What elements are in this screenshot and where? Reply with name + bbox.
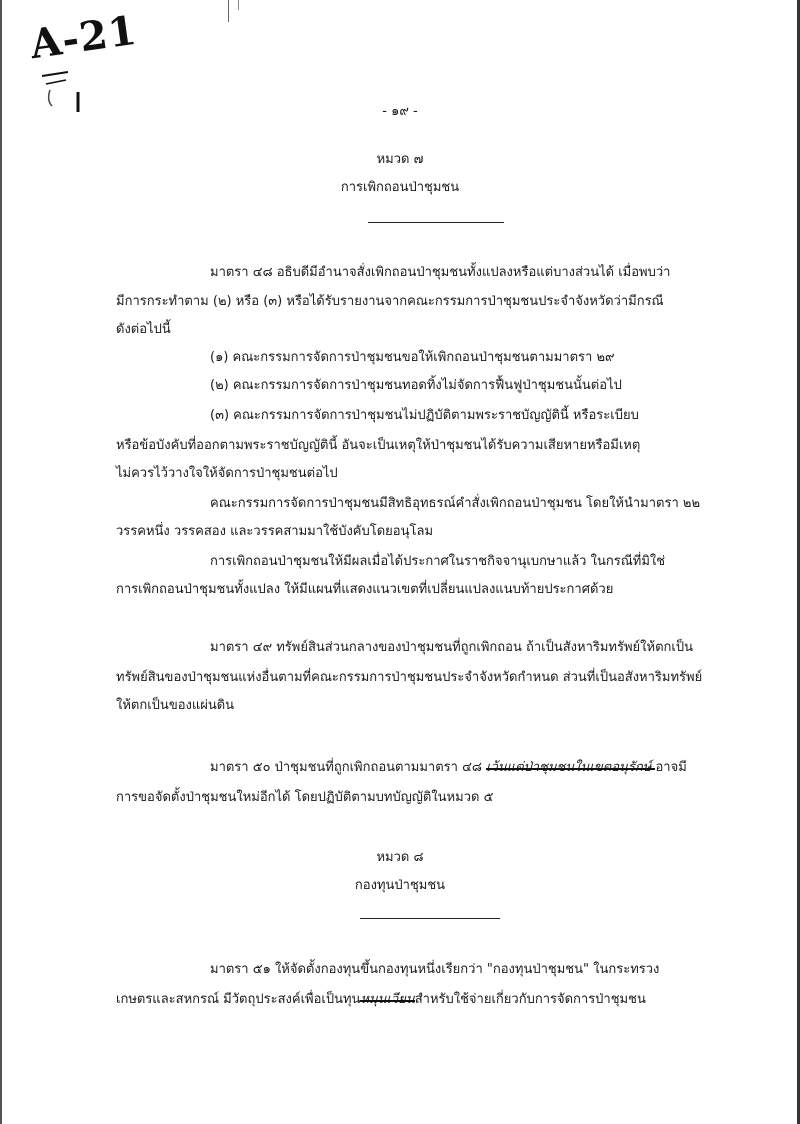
section-49-line: มาตรา ๔๙ ทรัพย์สินส่วนกลางของป่าชุมชนที่ถูกเพิกถอน ถ้าเป็นสังหาริมทรัพย์ให้ตกเป็น: [210, 640, 693, 655]
chapter-divider: [360, 918, 500, 919]
section-50-line: การขอจัดตั้งป่าชุมชนใหม่อีกได้ โดยปฏิบัติตามบทบัญญัติในหมวด ๕: [116, 790, 494, 805]
section-50-line: [210, 760, 687, 776]
strikethrough-line: [360, 1000, 414, 1002]
struck-text: [486, 760, 655, 775]
section-50-text: อาจมี: [655, 760, 687, 775]
chapter-divider: [368, 222, 504, 223]
section-48-paragraph: วรรคหนึ่ง วรรคสอง และวรรคสามมาใช้บังคับโดยอนุโลม: [116, 524, 434, 539]
section-48-item: (๓) คณะกรรมการจัดการป่าชุมชนไม่ปฏิบัติตามพระราชบัญญัตินี้ หรือระเบียบ: [210, 408, 639, 423]
page-number: - ๑๙ -: [382, 104, 418, 119]
strikethrough-line: [486, 768, 655, 770]
chapter-heading: หมวด ๗: [376, 152, 424, 167]
scan-artifact: [228, 0, 229, 22]
section-48-line: มาตรา ๔๘ อธิบดีมีอำนาจสั่งเพิกถอนป่าชุมชนทั้งแปลงหรือแต่บางส่วนได้ เมื่อพบว่า: [210, 265, 671, 280]
scan-edge-left: [0, 0, 2, 1124]
section-51-line: [116, 992, 646, 1008]
section-48-item: หรือข้อบังคับที่ออกตามพระราชบัญญัตินี้ อันจะเป็นเหตุให้ป่าชุมชนได้รับความเสียหายหรือมีเหตุ: [116, 438, 641, 453]
section-51-text: เกษตรและสหกรณ์ มีวัตถุประสงค์เพื่อเป็นทุน: [116, 992, 361, 1007]
section-48-item: (๒) คณะกรรมการจัดการป่าชุมชนทอดทิ้งไม่จัดการฟื้นฟูป่าชุมชนนั้นต่อไป: [210, 378, 622, 393]
struck-text: [360, 992, 414, 1007]
section-49-line: ให้ตกเป็นของแผ่นดิน: [116, 698, 235, 713]
chapter-heading: หมวด ๘: [376, 850, 424, 865]
section-48-line: ดังต่อไปนี้: [116, 322, 171, 337]
section-51-line: มาตรา ๕๑ ให้จัดตั้งกองทุนขึ้นกองทุนหนึ่งเรียกว่า "กองทุนป่าชุมชน" ในกระทรวง: [210, 962, 660, 977]
section-48-item: ไม่ควรไว้วางใจให้จัดการป่าชุมชนต่อไป: [116, 466, 338, 481]
section-48-paragraph: คณะกรรมการจัดการป่าชุมชนมีสิทธิอุทธรณ์คำสั่งเพิกถอนป่าชุมชน โดยให้นำมาตรา ๒๒: [210, 496, 701, 511]
section-48-paragraph: การเพิกถอนป่าชุมชนทั้งแปลง ให้มีแผนที่แสดงแนวเขตที่เปลี่ยนแปลงแนบท้ายประกาศด้วย: [116, 582, 614, 597]
handwritten-label: A-21: [27, 6, 141, 69]
section-48-item: (๑) คณะกรรมการจัดการป่าชุมชนขอให้เพิกถอนป่าชุมชนตามมาตรา ๒๙: [210, 350, 615, 365]
scan-artifact: [238, 0, 239, 10]
section-50-text: มาตรา ๕๐ ป่าชุมชนที่ถูกเพิกถอนตามมาตรา ๔๘: [210, 760, 482, 775]
section-51-text: สำหรับใช้จ่ายเกี่ยวกับการจัดการป่าชุมชน: [414, 992, 646, 1007]
chapter-title: กองทุนป่าชุมชน: [354, 878, 446, 893]
section-49-line: ทรัพย์สินของป่าชุมชนแห่งอื่นตามที่คณะกรรมการป่าชุมชนประจำจังหวัดกำหนด ส่วนที่เป็นอสังหาริมทรัพย์: [116, 670, 703, 685]
section-48-paragraph: การเพิกถอนป่าชุมชนให้มีผลเมื่อได้ประกาศในราชกิจจานุเบกษาแล้ว ในกรณีที่มิใช่: [210, 554, 666, 569]
section-48-line: มีการกระทำตาม (๒) หรือ (๓) หรือได้รับรายงานจากคณะกรรมการป่าชุมชนประจำจังหวัดว่ามีกรณี: [116, 294, 664, 309]
chapter-title: การเพิกถอนป่าชุมชน: [340, 180, 460, 195]
